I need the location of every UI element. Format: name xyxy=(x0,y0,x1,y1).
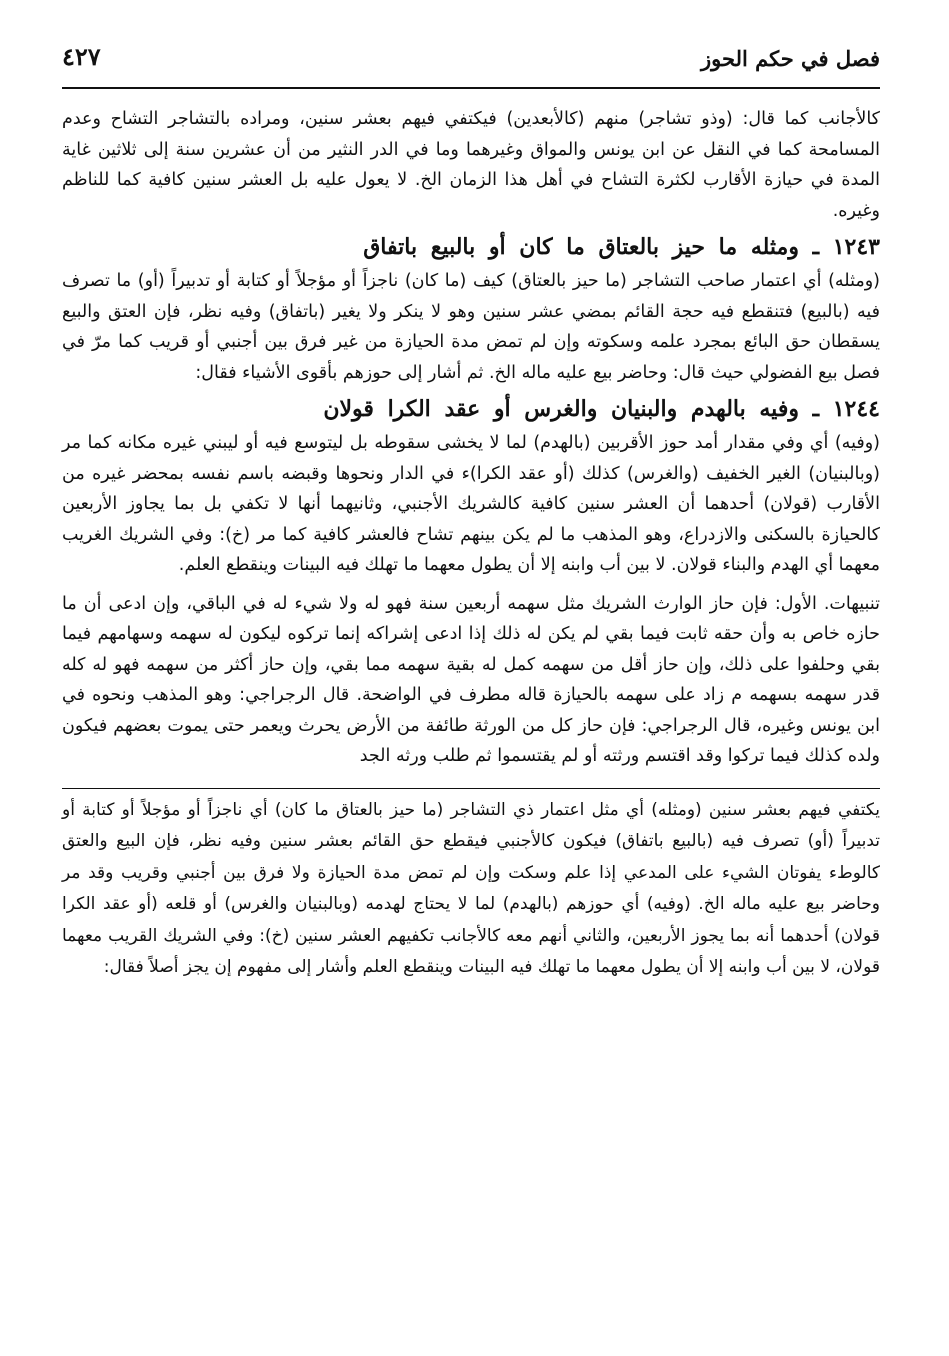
paragraph-3: (وفيه) أي وفي مقدار أمد حوز الأقربين (بالهدم) لما لا يخشى سقوطه بل ليتوسع فيه أو ليبني غيره مكانه كما مر (وبالبنيان) الغير الخفيف (والغرس) كذلك (أو عقد الكرا)ء في الدار ونحوها وقبضه باسم نفسه بمحضر غيره من الأقارب (قولان) أحدهما أن العشر سنين كافية كالشريك الأجنبي، وثانيهما أنها لا تكفي بل بما يجاوز الأربعين كالحيازة بالسكنى والازدراع، وهو المذهب ما لم يكن بينهم تشاح فالعشر كافية كما مر (خ): وفي الشريك الغريب معهما أي الهدم والبناء قولان. لا بين أب وابنه إلا أن يطول معهما ما تهلك فيه البينات وينقطع العلم. xyxy=(62,433,880,575)
footnote xyxy=(62,795,880,984)
verse-1243: ١٢٤٣ ـ ومثله ما حيز بالعتاق ما كان أو بالبيع باتفاق xyxy=(363,234,880,260)
paragraph-2: (ومثله) أي اعتمار صاحب التشاجر (ما حيز بالعتاق) كيف (ما كان) ناجزاً أو مؤجلاً أو كتابة أو تدبيراً (أو) ما تصرف فيه (بالبيع) فتنقطع فيه حجة القائم بمضي عشر سنين وهو لا ينكر ولا يغير (باتفاق) وفيه نظر، فإن العتق والبيع يسقطان حق البائع بمجرد علمه وسكوته وإن لم تمض مدة الحيازة من غير فرق بين أجنبي أو قريب كما مرّ في فصل بيع الفضولي حيث قال: وحاضر بيع عليه ماله الخ. ثم أشار إلى حوزهم بأقوى الأشياء فقال: xyxy=(62,271,880,383)
footnote-text: يكتفي فيهم بعشر سنين (ومثله) أي مثل اعتمار ذي التشاجر (ما حيز بالعتاق ما كان) أي ناجزاً أو مؤجلاً أو كتابة أو تدبيراً (أو) تصرف فيه (بالبيع باتفاق) فيكون كالأجنبي فيقطع حق القائم بعشر سنين وفيه نظر، فإن البيع والعتق كالوطء يفوتان الشيء على المدعي إذا علم وسكت وإن لم تمض مدة الحيازة ولا فرق بين أجنبي وقريب وقد مر وحاضر بيع عليه ماله الخ. (وفيه) أي حوزهم (بالهدم) لما لا يحتاج لهدمه (وبالبنيان والغرس) أو قلعه (أو عقد الكرا قولان) أحدهما أنه بما يجوز الأربعين، والثاني أنهم معه كالأجانب تكفيهم العشر سنين (خ): وفي الشريك القريب معهما قولان، لا بين أب وابنه إلا أن يطول معهما ما تهلك فيه البينات وينقطع العلم وأشار إلى مفهوم إن يجز أصلاً فقال: xyxy=(62,799,880,977)
paragraph-1: كالأجانب كما قال: (وذو تشاجر) منهم (كالأبعدين) فيكتفي فيهم بعشر سنين، ومراده بالتشاجر التشاح وعدم المسامحة كما في النقل عن ابن يونس والمواق وغيرهما وما في الدر النثير من أن عشرين سنة إلى ثلاثين غاية المدة في حيازة الأقارب لكثرة التشاح في أهل هذا الزمان الخ. لا يعول عليه بل العشر سنين كافية كما للناظم وغيره. xyxy=(62,109,880,221)
book-page xyxy=(62,40,880,1340)
paragraph-4-notes: تنبيهات. الأول: فإن حاز الوارث الشريك مثل سهمه أربعين سنة فهو له ولا شيء له في الباقي، وإن ادعى أن ما حازه خاص به وأن حقه ثابت فيما بقي لم يكن له ذلك إذا ادعى إشراكه إنما تركوه ليكون له سهمه وسهامهم فيما بقي وحلفوا على ذلك، وإن حاز أقل من سهمه كمل له بقية سهمه مما بقي، وإن حاز أكثر من سهمه فهو له كله قدر سهمه بسهمه م زاد على سهمه بالحيازة قاله مطرف في الواضحة. قال الرجراجي: وهو المذهب ونحوه في ابن يونس وغيره، قال الرجراجي: فإن حاز كل من الورثة طائفة من الأرض يحرث ويعمر حتى يموت بعضهم فيكون ولده كذلك فيما تركوا وقد اقتسم ورثته أو لم يقتسموا ثم طلب ورثه الجد xyxy=(62,593,880,766)
page-number: ٤٢٧ xyxy=(62,42,101,71)
paragraph-gap xyxy=(62,581,880,589)
verse-1244: ١٢٤٤ ـ وفيه بالهدم والبنيان والغرس أو عقد الكرا قولان xyxy=(323,396,880,422)
main-text xyxy=(62,104,880,772)
page-header xyxy=(62,40,880,90)
running-title: فصل في حكم الحوز xyxy=(701,46,880,71)
header-divider xyxy=(62,87,880,89)
footnote-divider xyxy=(62,788,880,789)
